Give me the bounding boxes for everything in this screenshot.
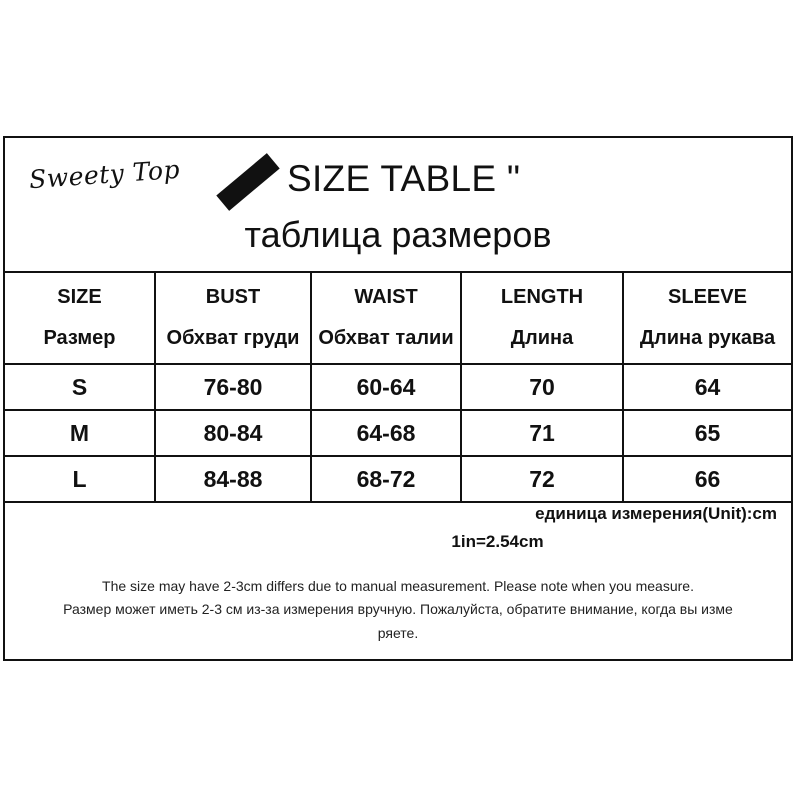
header-label-en: BUST: [205, 286, 261, 308]
header-label-en: SIZE: [57, 286, 102, 308]
table-row: [5, 364, 791, 410]
header-sleeve: [623, 272, 791, 364]
table-header-row: [5, 272, 791, 364]
table-cell: 64: [623, 364, 791, 410]
table-cell: 76-80: [155, 364, 311, 410]
size-table: [5, 271, 791, 503]
measurement-note-russian-continued: ряете.: [377, 625, 419, 641]
table-cell: L: [5, 456, 155, 502]
table-cell: 71: [461, 410, 623, 456]
header-length: [461, 272, 623, 364]
size-chart-header: [5, 138, 791, 271]
header-bust: [155, 272, 311, 364]
table-cell: 80-84: [155, 410, 311, 456]
table-cell: 72: [461, 456, 623, 502]
header-waist: [311, 272, 461, 364]
table-cell: 65: [623, 410, 791, 456]
header-label-ru: Размер: [43, 327, 116, 349]
measurement-note-russian: Размер может иметь 2-3 см из-за измерения вручную. Пожалуйста, обратите внимание, когда вы изме: [63, 601, 733, 617]
table-cell: 60-64: [311, 364, 461, 410]
measurement-note-english: The size may have 2-3cm differs due to manual measurement. Please note when you measure.: [102, 578, 694, 594]
header-label-ru: Обхват груди: [166, 327, 300, 349]
table-cell: M: [5, 410, 155, 456]
unit-note: единица измерения(Unit):cm: [535, 504, 777, 523]
table-cell: 66: [623, 456, 791, 502]
size-chart-frame: [3, 136, 793, 661]
table-cell: 70: [461, 364, 623, 410]
title-english: SIZE TABLE ": [287, 158, 521, 199]
header-label-ru: Длина: [510, 327, 574, 349]
table-cell: S: [5, 364, 155, 410]
inch-conversion: 1in=2.54cm: [451, 532, 544, 551]
table-row: [5, 410, 791, 456]
table-cell: 64-68: [311, 410, 461, 456]
brand-logo: Sweety Top: [28, 154, 181, 195]
title-russian: таблица размеров: [244, 214, 552, 255]
header-label-en: LENGTH: [500, 286, 584, 308]
header-label-en: SLEEVE: [668, 286, 747, 308]
table-row: [5, 456, 791, 502]
table-cell: 84-88: [155, 456, 311, 502]
decorative-bar-icon: [216, 153, 279, 211]
header-label-en: WAIST: [354, 286, 418, 308]
header-size: [5, 272, 155, 364]
header-label-ru: Длина рукава: [639, 327, 776, 349]
table-cell: 68-72: [311, 456, 461, 502]
header-label-ru: Обхват талии: [318, 327, 454, 349]
